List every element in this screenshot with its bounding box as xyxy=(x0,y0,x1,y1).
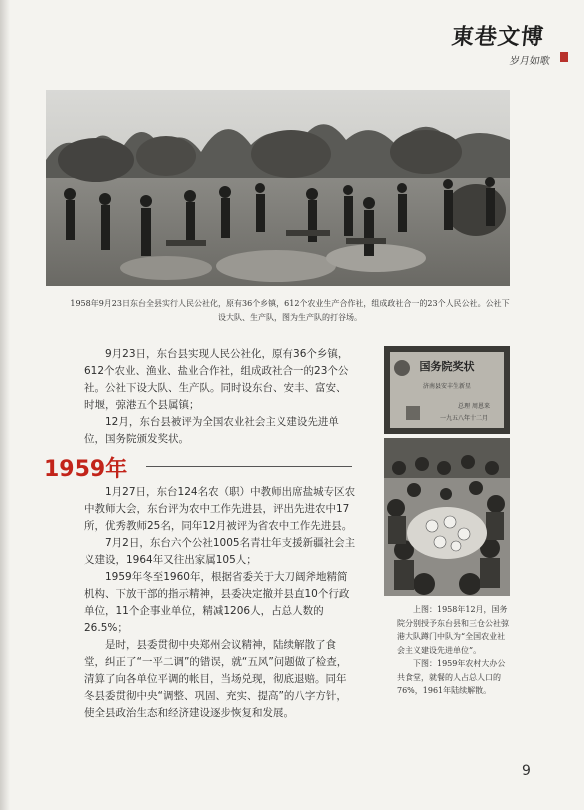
paragraph: 7月2日，东台六个公社1005名青壮年支援新疆社会主义建设，1964年又往出家属105人； xyxy=(84,537,356,566)
certificate-line: 济南县安丰生新星 xyxy=(422,383,472,390)
masthead xyxy=(452,20,574,72)
caption-top: 上图：1958年12月，国务院分别授予东台县和三仓公社弶港大队蹲门中队为“全国农业社会主义建设先进单位”。 xyxy=(397,605,509,655)
certificate-title: 国务院奖状 xyxy=(419,360,475,373)
threshing-floor-photo xyxy=(46,90,510,286)
paragraph: 9月23日，东台县实现人民公社化，原有36个乡镇，612个农业、渔业、盐业合作社，组成政社合一的23个公社。公社下设大队、生产队。同时设东台、安丰、富安、时堰，弶港五个县属镇； xyxy=(84,348,349,411)
photo-caption: 1958年9月23日东台全县实行人民公社化，原有36个乡镇，612个农业生产合作社，组成政社合一的23个人民公社。公社下设大队、生产队，图为生产队的打谷场。 xyxy=(70,299,510,322)
paragraph: 12月，东台县被评为全国农业社会主义建设先进单位，国务院颁发奖状。 xyxy=(84,416,339,445)
paragraph: 是时，县委贯彻中央郑州会议精神，陆续解散了食堂，纠正了“一平二调”的错误，就“五风”问题做了检查，清算了向各单位平调的帐目，当场兑现，彻底退赔。同年冬县委贯彻中央“调整、巩固、充实、提高”的八字方针，使全县政治生态和经济建设逐步恢复和发展。 xyxy=(84,639,348,719)
year-heading: 1959年 xyxy=(44,457,128,482)
masthead-signature: 岁月如歌 xyxy=(508,56,551,67)
paragraph: 1959年冬至1960年，根据省委关于大刀阔斧地精简机构、下放干部的指示精神，县委决定撤并县直10个行政单位，11个企事业单位，精减1206人，占总人数的26.5%； xyxy=(84,571,350,634)
masthead-title: 東巷文博 xyxy=(450,24,546,50)
side-photo-caption xyxy=(397,603,510,698)
section-1959-text xyxy=(84,484,356,722)
heading-rule xyxy=(146,466,352,467)
certificate-signer: 总理 周恩来 xyxy=(458,403,490,410)
page-edge-shadow xyxy=(0,0,10,810)
paragraph: 1月27日，东台124名农（职）中教师出席盐城专区农中教师大会，东台评为农中工作先进县，评出先进农中17所，优秀教师25名，同年12月被评为省农中工作先进县。 xyxy=(84,486,356,532)
caption-bottom: 下图：1959年农村大办公共食堂，就餐的人占总人口的76%，1961年陆续解散。 xyxy=(397,659,506,695)
red-seal-icon xyxy=(560,52,568,62)
certificate-date: 一九五八年十二月 xyxy=(439,415,489,422)
page-number: 9 xyxy=(522,763,531,779)
section-1958-text xyxy=(84,346,354,448)
state-council-certificate-photo xyxy=(384,346,510,434)
public-canteen-photo xyxy=(384,438,510,596)
